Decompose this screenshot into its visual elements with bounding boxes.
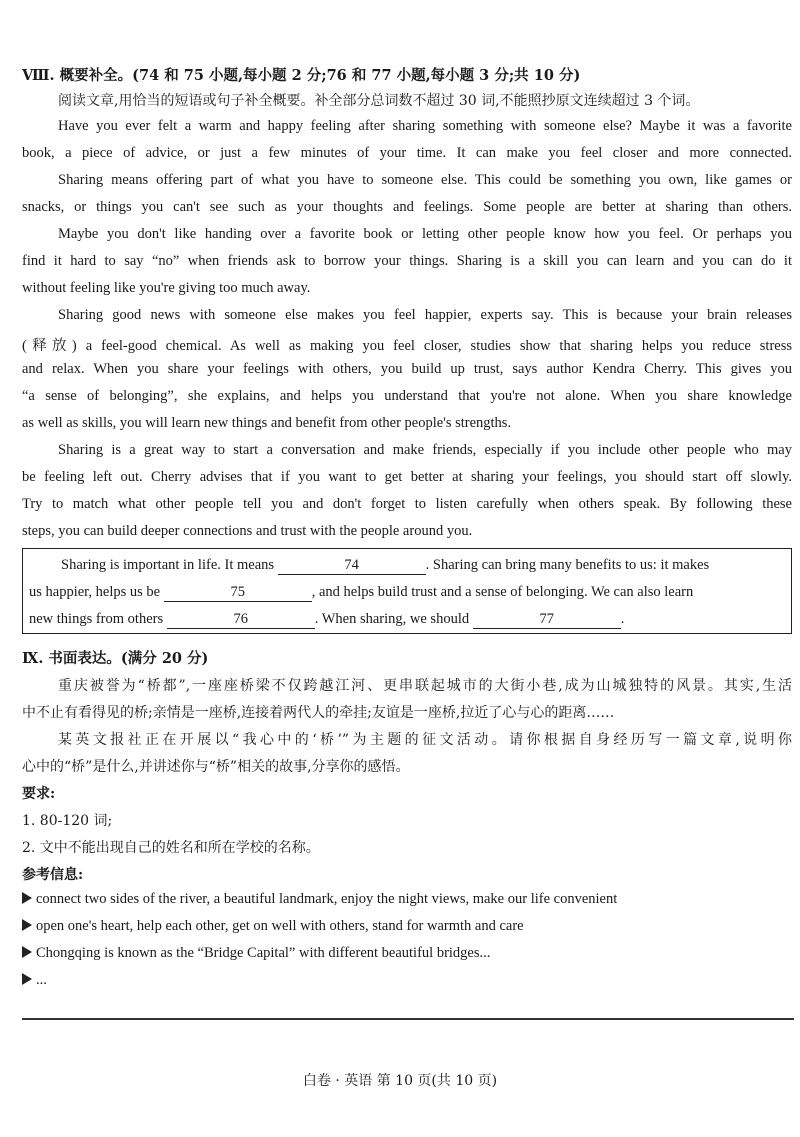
passage-line: snacks, or things you can't see such as your thoughts and feelings. Some people are better at sharing than others. bbox=[22, 199, 792, 215]
passage-line: Sharing means offering part of what you have to someone else. This could be something you own, like games or bbox=[58, 172, 792, 188]
blank-75[interactable]: 75 bbox=[164, 584, 312, 602]
writing-area-divider bbox=[22, 1018, 794, 1020]
passage-line: Sharing good news with someone else makes you feel happier, experts say. This is because your brain releases bbox=[58, 307, 792, 323]
reference-item: connect two sides of the river, a beautiful landmark, enjoy the night views, make our life convenient bbox=[22, 891, 617, 908]
passage-line: Sharing is a great way to start a conversation and make friends, especially if you include other people who may bbox=[58, 442, 792, 458]
reference-item: open one's heart, help each other, get on well with others, stand for warmth and care bbox=[22, 918, 524, 935]
section-8-title: Ⅷ. 概要补全。(74 和 75 小题,每小题 2 分;76 和 77 小题,每小题 3 分;共 10 分) bbox=[22, 67, 581, 84]
passage-line: steps, you can build deeper connections and trust with the people around you. bbox=[22, 523, 473, 539]
requirements-title: 要求: bbox=[22, 786, 56, 802]
blank-74[interactable]: 74 bbox=[278, 557, 426, 575]
prompt-line: 中不止有看得见的桥;亲情是一座桥,连接着两代人的牵挂;友谊是一座桥,拉近了心与心的距离…… bbox=[22, 705, 615, 721]
passage-line: “a sense of belonging”, she explains, and helps you understand that you're not alone. When you share knowledge bbox=[22, 388, 792, 404]
passage-line: book, a piece of advice, or just a few minutes of your time. It can make you feel closer and more connected. bbox=[22, 145, 792, 161]
summary-line-3: new things from others 76 . When sharing, we should 77 . bbox=[29, 611, 625, 627]
section-8-instruction: 阅读文章,用恰当的短语或句子补全概要。补全部分总词数不超过 30 词,不能照抄原文连续超过 3 个词。 bbox=[58, 93, 700, 109]
summary-box bbox=[22, 548, 792, 634]
passage-line: Have you ever felt a warm and happy feeling after sharing something with someone else? Maybe it was a favorite bbox=[58, 118, 792, 134]
triangle-bullet-icon bbox=[22, 973, 32, 985]
reference-item: ... bbox=[22, 972, 47, 989]
passage-line: be feeling left out. Cherry advises that if you want to get better at sharing your feelings, you should start off slowly. bbox=[22, 469, 792, 485]
passage-line: Maybe you don't like handing over a favorite book or letting other people know how you feel. Or perhaps you bbox=[58, 226, 792, 242]
reference-item: Chongqing is known as the “Bridge Capital” with different beautiful bridges... bbox=[22, 945, 490, 962]
triangle-bullet-icon bbox=[22, 919, 32, 931]
summary-line-1: Sharing is important in life. It means 74 . Sharing can bring many benefits to us: it makes bbox=[61, 557, 710, 573]
passage-line: Try to match what other people tell you and don't forget to listen carefully when others speak. By following these bbox=[22, 496, 792, 512]
section-9-title: Ⅸ. 书面表达。(满分 20 分) bbox=[22, 650, 209, 667]
triangle-bullet-icon bbox=[22, 892, 32, 904]
passage-line: find it hard to say “no” when friends ask to borrow your things. Sharing is a skill you can learn and you can do it bbox=[22, 253, 792, 269]
reference-title: 参考信息: bbox=[22, 867, 84, 883]
page-footer: 白卷 · 英语 第 10 页(共 10 页) bbox=[302, 1073, 498, 1089]
prompt-line: 心中的“桥”是什么,并讲述你与“桥”相关的故事,分享你的感悟。 bbox=[22, 759, 410, 775]
prompt-line: 重庆被誉为“桥都”,一座座桥梁不仅跨越江河、更串联起城市的大街小巷,成为山城独特的风景。其实,生活 bbox=[58, 678, 792, 694]
passage-line: as well as skills, you will learn new things and benefit from other people's strengths. bbox=[22, 415, 512, 431]
summary-line-2: us happier, helps us be 75 , and helps build trust and a sense of belonging. We can also learn bbox=[29, 584, 694, 600]
blank-77[interactable]: 77 bbox=[473, 611, 621, 629]
passage-line: (释放) a feel-good chemical. As well as making you feel closer, studies show that sharing helps you reduce stress bbox=[22, 338, 792, 354]
triangle-bullet-icon bbox=[22, 946, 32, 958]
blank-76[interactable]: 76 bbox=[167, 611, 315, 629]
requirement-item: 2. 文中不能出现自己的姓名和所在学校的名称。 bbox=[22, 840, 320, 856]
passage-line: without feeling like you're giving too much away. bbox=[22, 280, 311, 296]
passage-line: and relax. When you share your feelings with others, you build up trust, says author Kendra Cherry. This gives you bbox=[22, 361, 792, 377]
prompt-line: 某英文报社正在开展以“我心中的‘桥’”为主题的征文活动。请你根据自身经历写一篇文章,说明你 bbox=[58, 732, 792, 748]
requirement-item: 1. 80-120 词; bbox=[22, 813, 113, 829]
